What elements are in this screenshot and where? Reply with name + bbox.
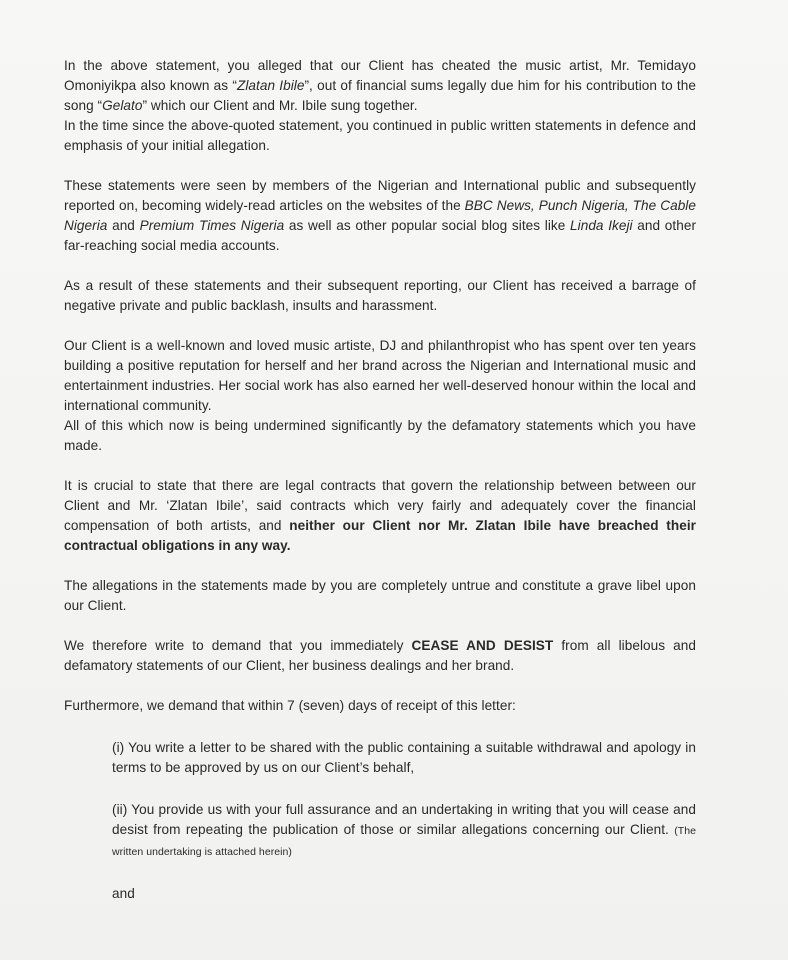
paragraph-demands-intro: Furthermore, we demand that within 7 (seven) days of receipt of this letter: [64, 698, 516, 713]
demand-item-1: (i) You write a letter to be shared with the public containing a suitable withdrawal and apology in terms to be approved by us on our Client’s behalf, [112, 740, 696, 775]
letter-body [64, 56, 696, 904]
paragraph-backlash: As a result of these statements and their subsequent reporting, our Client has received a barrage of negative private and public backlash, insults and harassment. [64, 278, 696, 313]
paragraph-legal-contracts: It is crucial to state that there are legal contracts that govern the relationship between between our Client and Mr. ‘Zlatan Ibile’, said contracts which very fairly and adequately cover the financial compensation of both artists, and neither our Client nor Mr. Zlatan Ibile have breached their contractual obligations in any way. [64, 478, 696, 553]
paragraph-untrue-allegations: The allegations in the statements made by you are completely untrue and constitute a grave libel upon our Client. [64, 578, 696, 613]
paragraph-undermined: All of this which now is being undermined significantly by the defamatory statements which you have made. [64, 418, 696, 453]
demand-item-2: (ii) You provide us with your full assurance and an undertaking in writing that you will cease and desist from repeating the publication of those or similar allegations concerning our Client. (The written undertaking is attached herein) [112, 802, 696, 858]
paragraph-client-reputation: Our Client is a well-known and loved music artiste, DJ and philanthropist who has spent over ten years building a positive reputation for herself and her brand across the Nigerian and International music and entertainment industries. Her social work has also earned her well-deserved honour within the local and international community. [64, 338, 696, 413]
paragraph-public-reporting: These statements were seen by members of the Nigerian and International public and subsequently reported on, becoming widely-read articles on the websites of the BBC News, Punch Nigeria, The Cable Nigeria and Premium Times Nigeria as well as other popular social blog sites like Linda Ikeji and other far-reaching social media accounts. [64, 178, 697, 253]
conjunction-and: and [112, 886, 135, 901]
paragraph-continued-statements: In the time since the above-quoted statement, you continued in public written statements in defence and emphasis of your initial allegation. [64, 118, 696, 153]
paragraph-allegation: In the above statement, you alleged that our Client has cheated the music artist, Mr. Temidayo Omoniyikpa also known as “Zlatan Ibile”, out of financial sums legally due him for his contribution to the song “Gelato” which our Client and Mr. Ibile sung together. [64, 58, 696, 113]
paragraph-cease-desist: We therefore write to demand that you immediately CEASE AND DESIST from all libelous and defamatory statements of our Client, her business dealings and her brand. [64, 638, 697, 673]
